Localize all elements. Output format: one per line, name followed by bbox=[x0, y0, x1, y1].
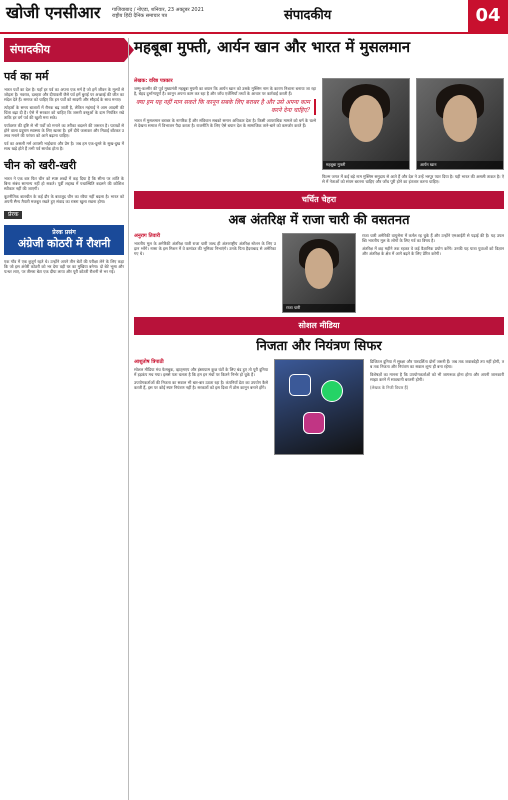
lead-column-left bbox=[134, 78, 316, 187]
prerak-box bbox=[4, 225, 124, 255]
social-body bbox=[134, 359, 504, 455]
charcha-byline: अनुराग तिवारी bbox=[134, 233, 161, 239]
social-paragraph: सोशल मीडिया मंच फेसबुक, व्हाट्सएप और इंस्टाग्राम कुछ घंटों के लिए बंद हुए तो पूरी दुनिया में हड़कंप मच गया। इससे पता चलता है कि हम इन मंचों पर कितने निर्भर हो चुके हैं। bbox=[134, 367, 268, 377]
charcha-paragraph: राजा चारी अमेरिकी वायुसेना में कर्नल रह चुके हैं और उन्होंने एमआईटी से पढ़ाई की है। यह उपलब्धि भारतीय मूल के लोगों के लिए गर्व का विषय है। bbox=[362, 233, 504, 243]
editorial-paragraph: त्योहारों के समय बाजारों में रौनक बढ़ जाती है, लेकिन महंगाई ने आम आदमी की चिंता बढ़ा दी है। ऐसे में सरकार को चाहिए कि जरूरी वस्तुओं के दाम नियंत्रित रखे ताकि हर वर्ग पर्व की खुशी मना सके। bbox=[4, 105, 124, 120]
lead-paragraph: जम्मू-कश्मीर की पूर्व मुख्यमंत्री महबूबा मुफ्ती का बयान कि आर्यन खान को उसके मुस्लिम नाम के कारण निशाना बनाया जा रहा है, बेहद दुर्भाग्यपूर्ण है। कानून अपना काम कर रहा है और जाँच एजेंसियाँ तथ्यों के आधार पर कार्रवाई करती हैं। bbox=[134, 86, 316, 96]
masthead bbox=[0, 0, 508, 34]
charcha-paragraph: अंतरिक्ष में छह महीने तक रहकर वे कई वैज्ञानिक प्रयोग करेंगे। उनकी यह यात्रा युवाओं को विज्ञान और अंतरिक्ष के क्षेत्र में आगे बढ़ने के लिए प्रेरित करेगी। bbox=[362, 246, 504, 256]
lead-column-photos bbox=[322, 78, 504, 187]
section-name: संपादकीय bbox=[284, 8, 332, 23]
charcha-body bbox=[134, 233, 504, 313]
sidebar-story-paragraph: कूटनीतिक बातचीत के कई दौर के बावजूद चीन का रवैया नहीं बदला है। भारत को अपनी सैन्य तैयारी मजबूत रखते हुए संवाद का रास्ता खुला रखना होगा। bbox=[4, 194, 124, 204]
lead-paragraph: फिल्म जगत में कई बड़े नाम मुस्लिम समुदाय से आते हैं और देश ने उन्हें भरपूर प्यार दिया है। यही भारत की असली ताकत है। ऐसे में नेताओं को संयम बरतना चाहिए और जाँच पूरी होने का इंतजार करना चाहिए। bbox=[322, 174, 504, 184]
mehbooba-photo bbox=[322, 78, 410, 170]
charcha-paragraph: भारतीय मूल के अमेरिकी अंतरिक्ष यात्री राजा चारी जल्द ही अंतरराष्ट्रीय अंतरिक्ष स्टेशन के लिए उड़ान भरेंगे। नासा के इस मिशन में वे कमांडर की भूमिका निभाएंगे। उनके पिता हैदराबाद से अमेरिका गए थे। bbox=[134, 241, 276, 256]
prerak-paragraph: एक गाँव में एक बुजुर्ग रहते थे। उन्होंने अपने तीन बेटों की परीक्षा लेने के लिए कहा कि जो इस अंधेरी कोठरी को भर देगा वही घर का मुखिया बनेगा। दो बेटे भूसा और पत्थर लाए, पर तीसरा बेटा एक दीया लाया और पूरी कोठरी रौशनी से भर गई। bbox=[4, 259, 124, 274]
right-column bbox=[134, 38, 504, 455]
charcha-band: चर्चित चेहरा bbox=[134, 191, 504, 209]
lead-pull-quote: क्या हम यह नहीं मान सकते कि कानून सबके लिए बराबर है और उसे अपना काम करने देना चाहिए? bbox=[134, 99, 316, 115]
editorial-band: संपादकीय bbox=[4, 38, 124, 62]
editorial-paragraph: पर्व का असली मर्म आपसी भाईचारा और प्रेम है। जब हम एक-दूसरे के सुख-दुख में साथ खड़े होते हैं तभी पर्व सार्थक होता है। bbox=[4, 141, 124, 151]
column-divider bbox=[128, 38, 129, 800]
lead-title: महबूबा मुफ्ती, आर्यन खान और भारत में मुसलमान bbox=[134, 38, 411, 56]
instagram-icon bbox=[303, 412, 325, 434]
social-column-left bbox=[134, 359, 268, 455]
newspaper-brand: खोजी एनसीआर bbox=[6, 3, 101, 22]
charcha-column-left bbox=[134, 233, 276, 313]
dateline-date: गाजियाबाद / नोएडा, शनिवार, 23 अक्टूबर 2021 bbox=[112, 7, 204, 13]
social-column-right bbox=[370, 359, 504, 455]
social-headline: निजता और नियंत्रण सिफर bbox=[256, 339, 382, 354]
aryan-photo bbox=[416, 78, 504, 170]
sidebar-story-title: चीन को खरी-खरी bbox=[4, 159, 77, 172]
editorial-paragraph: पर्यावरण की दृष्टि से भी पर्वों को मनाने का तरीका बदलने की जरूरत है। पटाखों से होने वाला प्रदूषण स्वास्थ्य के लिए खतरा है। हमें दीये जलाकर और मिठाई बाँटकर उत्सव मनाने की परंपरा को आगे बढ़ाना चाहिए। bbox=[4, 123, 124, 138]
social-paragraph: उपयोगकर्ताओं की निजता का सवाल भी बार-बार उठता रहा है। कंपनियाँ डेटा का उपयोग कैसे करती हैं, इस पर कोई स्पष्ट नियंत्रण नहीं है। सरकारों को इस दिशा में ठोस कानून बनाने होंगे। bbox=[134, 380, 268, 390]
editorial-paragraph: भारत पर्वों का देश है। यहाँ हर पर्व का अपना एक मर्म है जो हमें जीवन के मूल्यों से जोड़ता है। नवरात्र, दशहरा और दीपावली जैसे पर्व हमें बुराई पर अच्छाई की जीत का संदेश देते हैं। समाज को चाहिए कि इन पर्वों को सादगी और सौहार्द के साथ मनाए। bbox=[4, 87, 124, 102]
facebook-icon bbox=[289, 374, 311, 396]
social-band: सोशल मीडिया bbox=[134, 317, 504, 335]
prerak-kicker: प्रेरक प्रसंग bbox=[52, 229, 76, 236]
social-paragraph: डिजिटल दुनिया में सुरक्षा और पारदर्शिता दोनों जरूरी हैं। जब तक जवाबदेही तय नहीं होगी, तब तक निजता और नियंत्रण का सवाल शून्य ही बना रहेगा। bbox=[370, 359, 504, 369]
social-paragraph: विशेषज्ञों का मानना है कि उपयोगकर्ताओं को भी जागरूक होना होगा और अपनी जानकारी साझा करने में सावधानी बरतनी होगी। bbox=[370, 372, 504, 382]
lead-paragraph: भारत में मुसलमान बराबर के नागरिक हैं और संविधान सबको समान अधिकार देता है। किसी आपराधिक मामले को धर्म के चश्मे से देखना समाज में विभाजन पैदा करता है। राजनीति के लिए ऐसे बयान देश के सामाजिक ताने-बाने को कमजोर करते हैं। bbox=[134, 118, 316, 128]
charcha-column-right bbox=[362, 233, 504, 313]
page-number: 04 bbox=[468, 0, 508, 32]
sidebar-story-paragraph: भारत ने एक बार फिर चीन को स्पष्ट शब्दों में कह दिया है कि सीमा पर शांति के बिना संबंध सामान्य नहीं हो सकते। पूर्वी लद्दाख में यथास्थिति बदलने की कोशिश स्वीकार नहीं की जाएगी। bbox=[4, 176, 124, 191]
lead-byline: लेखक: वरिष्ठ पत्रकार bbox=[134, 78, 173, 84]
lead-photo-row bbox=[322, 78, 504, 170]
photo-caption: राजा चारी bbox=[283, 304, 355, 312]
dateline-tagline: राष्ट्रीय हिंदी दैनिक समाचार पत्र bbox=[112, 13, 168, 19]
dateline bbox=[112, 7, 262, 19]
lead-body bbox=[134, 78, 504, 187]
charcha-headline: अब अंतरिक्ष में राजा चारी की वसतनत bbox=[228, 213, 410, 228]
left-column bbox=[4, 38, 124, 277]
photo-caption: महबूबा मुफ्ती bbox=[323, 161, 409, 169]
whatsapp-icon bbox=[321, 380, 343, 402]
prerak-pill: प्रेरक bbox=[4, 211, 22, 219]
author-disclaimer: (लेखक के निजी विचार हैं) bbox=[370, 385, 409, 390]
social-byline: आशुतोष त्रिपाठी bbox=[134, 359, 164, 365]
raja-chari-photo bbox=[282, 233, 356, 313]
social-apps-photo bbox=[274, 359, 364, 455]
photo-caption: आर्यन खान bbox=[417, 161, 503, 169]
editorial-title: पर्व का मर्म bbox=[4, 70, 49, 83]
prerak-headline: अंग्रेजी कोठरी में रौशनी bbox=[17, 237, 111, 250]
